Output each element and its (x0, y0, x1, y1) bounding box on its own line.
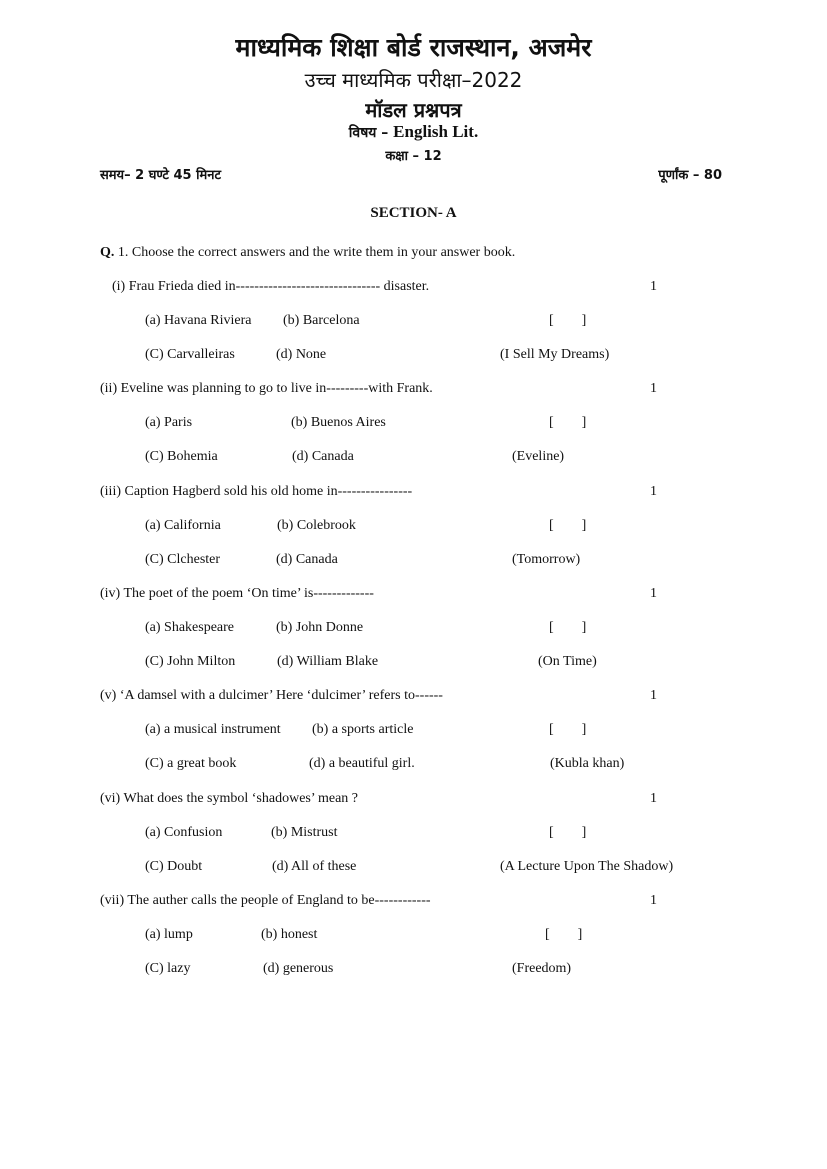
option-b: (b) honest (261, 927, 318, 942)
question-stem: (i) Frau Frieda died in------------------------------- disaster. (112, 279, 430, 294)
question-prefix: Q. (100, 245, 115, 260)
question-stem: (vii) The auther calls the people of England to be------------ (100, 893, 431, 908)
option-c: (C) Doubt (145, 859, 203, 874)
question-mark: 1 (650, 279, 657, 294)
source-title: (Kubla khan) (550, 756, 625, 771)
option-b: (b) Mistrust (271, 825, 338, 840)
source-title: (Eveline) (512, 449, 565, 464)
option-a: (a) Paris (145, 415, 193, 430)
answer-bracket: [ ] (549, 620, 587, 635)
question-stem: (v) ‘A damsel with a dulcimer’ Here ‘dulcimer’ refers to------ (100, 688, 443, 703)
option-b: (b) Barcelona (283, 313, 360, 328)
time-label: समय– 2 घण्टे 45 मिनट (100, 168, 222, 183)
option-c: (C) Bohemia (145, 449, 218, 464)
question-1 (100, 245, 515, 261)
question-text: 1. Choose the correct answers and the write them in your answer book. (114, 245, 516, 260)
answer-bracket: [ ] (545, 927, 583, 942)
option-d: (d) None (276, 347, 327, 362)
option-c: (C) lazy (145, 961, 191, 976)
section-title: SECTION- A (370, 205, 457, 221)
option-b: (b) Colebrook (277, 518, 356, 533)
option-b: (b) a sports article (312, 722, 414, 737)
question-mark: 1 (650, 586, 657, 601)
question-stem: (ii) Eveline was planning to go to live in---------with Frank. (100, 381, 433, 396)
subject-name: English Lit. (393, 122, 479, 141)
option-d: (d) William Blake (277, 654, 379, 669)
answer-bracket: [ ] (549, 518, 587, 533)
option-b: (b) John Donne (276, 620, 364, 635)
option-c: (C) Carvalleiras (145, 347, 235, 362)
option-b: (b) Buenos Aires (291, 415, 386, 430)
option-d: (d) a beautiful girl. (309, 756, 415, 771)
option-d: (d) Canada (292, 449, 354, 464)
option-a: (a) California (145, 518, 221, 533)
question-stem: (iv) The poet of the poem ‘On time’ is------------- (100, 586, 374, 601)
question-stem: (vi) What does the symbol ‘shadowes’ mean ? (100, 791, 359, 806)
question-mark: 1 (650, 688, 657, 703)
option-d: (d) generous (263, 961, 334, 976)
option-d: (d) Canada (276, 552, 338, 567)
option-d: (d) All of these (272, 859, 357, 874)
question-mark: 1 (650, 791, 657, 806)
option-c: (C) Clchester (145, 552, 221, 567)
answer-bracket: [ ] (549, 722, 587, 737)
option-c: (C) a great book (145, 756, 237, 771)
question-mark: 1 (650, 893, 657, 908)
option-a: (a) Havana Riviera (145, 313, 252, 328)
option-a: (a) Confusion (145, 825, 223, 840)
source-title: (A Lecture Upon The Shadow) (500, 859, 674, 874)
option-a: (a) a musical instrument (145, 722, 281, 737)
class-label: कक्षा – 12 (385, 149, 442, 164)
source-title: (On Time) (538, 654, 597, 669)
question-mark: 1 (650, 484, 657, 499)
answer-bracket: [ ] (549, 825, 587, 840)
answer-bracket: [ ] (549, 313, 587, 328)
source-title: (Freedom) (512, 961, 572, 976)
option-a: (a) Shakespeare (145, 620, 235, 635)
source-title: (Tomorrow) (512, 552, 581, 567)
subject-label: विषय – (348, 125, 394, 141)
exam-title: उच्च माध्यमिक परीक्षा–2022 (304, 68, 523, 92)
subject-line (0, 122, 827, 142)
option-a: (a) lump (145, 927, 193, 942)
question-stem: (iii) Caption Hagberd sold his old home in---------------- (100, 484, 413, 499)
option-c: (C) John Milton (145, 654, 236, 669)
source-title: (I Sell My Dreams) (500, 347, 610, 362)
answer-bracket: [ ] (549, 415, 587, 430)
board-title: माध्यमिक शिक्षा बोर्ड राजस्थान, अजमेर (235, 33, 592, 62)
marks-label: पूर्णांक – 80 (658, 168, 722, 183)
paper-type: मॉडल प्रश्नपत्र (365, 98, 462, 122)
question-mark: 1 (650, 381, 657, 396)
